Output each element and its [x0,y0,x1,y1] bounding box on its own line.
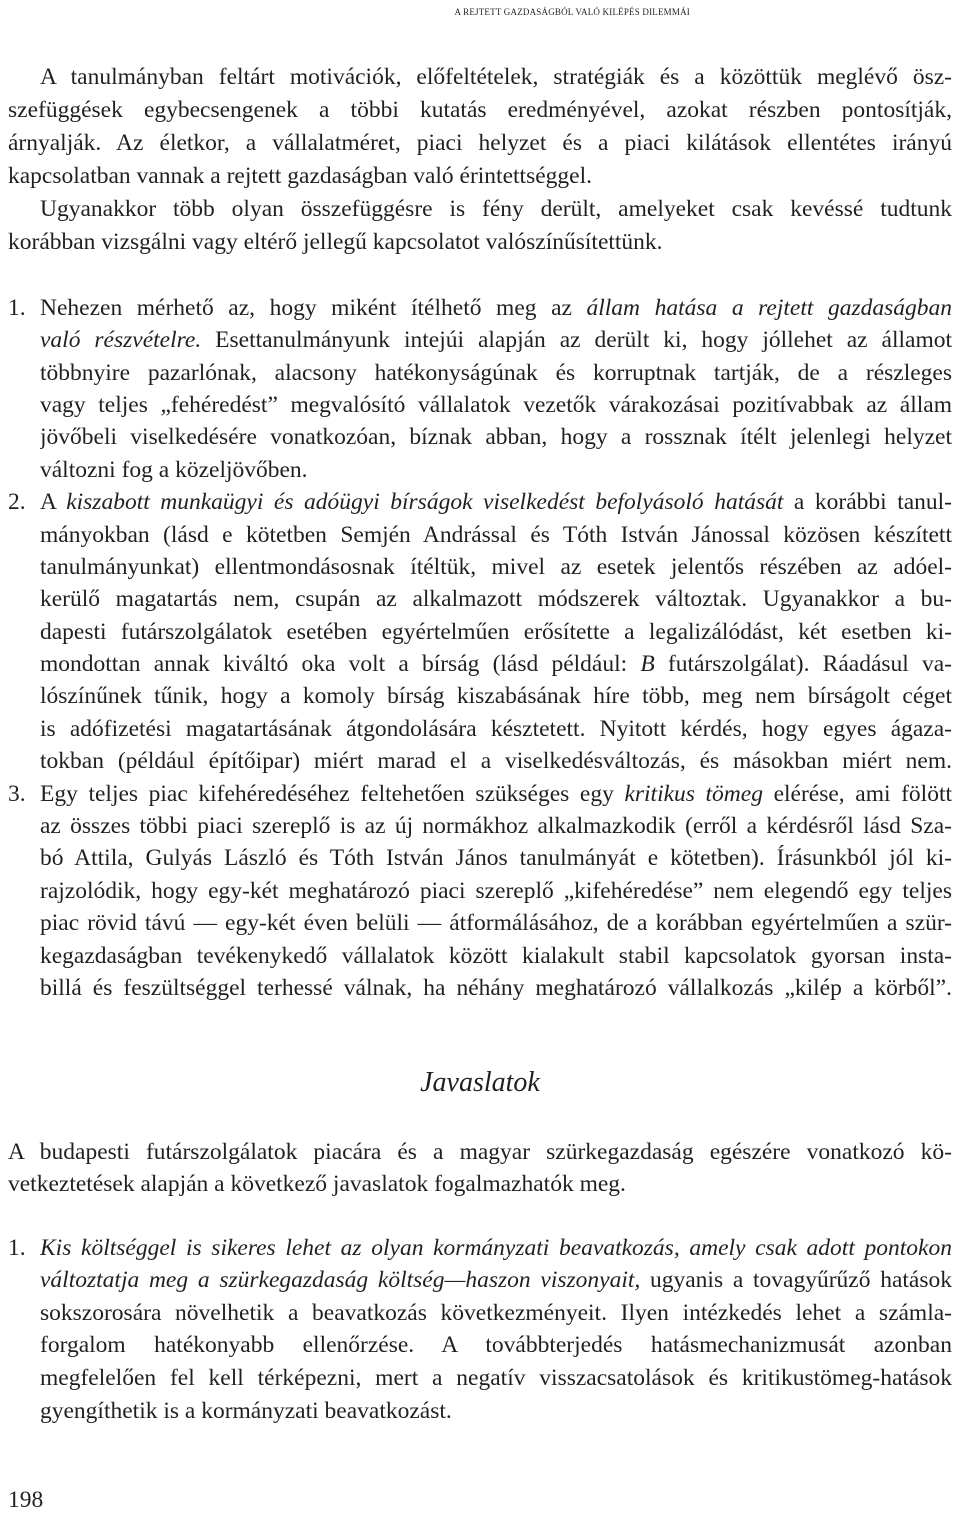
text-run: kegazdaságban tevékenykedő vállalatok között kialakult stabil kapcsolatok gyorsan insta- [40,942,952,969]
text-line [40,583,952,615]
text-run: ugyanis a tovagyűrűző hatások [640,1267,952,1294]
text-run: mondottan annak kiváltó oka volt a bírság (lásd például: [40,651,641,678]
emphasized-text: kritikus tömeg [624,780,763,807]
text-run: a korábbi tanul- [783,489,952,516]
text-line [40,486,952,518]
emphasized-text: Kis költséggel is sikeres lehet az olyan kormányzati beavatkozás, amely csak adott pontokon [40,1234,952,1261]
text-line [40,292,952,324]
text-run: Nehezen mérhető az, hogy miként ítélhető meg az [40,294,587,321]
summary-section [8,61,952,259]
text-line [40,940,952,972]
text-run: szefüggések egybecsengenek a többi kutatás eredményével, azokat részben pontosítják, [8,96,952,123]
text-run: elérése, ami fölött [762,780,952,807]
text-line [40,1362,952,1395]
text-run: futárszolgálat). Ráadásul va- [654,651,952,678]
text-line [40,357,952,389]
text-run: bó Attila, Gulyás László és Tóth István János tanulmányát e kötetben). Írásunkból jól ki- [40,845,952,872]
text-run: dapesti futárszolgálatok esetében egyértelműen erősítette a legalizálódást, két esetben ki- [40,618,952,645]
text-line [8,193,952,226]
text-run: vagy teljes „fehéredést” megvalósító vállalatok vezetők várakozásai pozitívabbak az állam [40,391,952,418]
text-run: jövőbeli viselkedésére vonatkozóan, bíznak abban, hogy a rossznak ítélt jelenlegi helyzet [40,424,952,451]
findings-list [8,292,952,1005]
emphasized-text: kiszabott munkaügyi és adóügyi bírságok viselkedést befolyásoló hatását [66,489,784,516]
text-run: rajzolódik, hogy egy-két meghatározó piaci szereplő „kifehéredése” nem elegendő egy teljes [40,877,952,904]
recommendation-item [8,1232,952,1428]
text-line [40,745,952,777]
text-line [40,616,952,648]
text-line [40,875,952,907]
section-heading: Javaslatok [420,1067,540,1098]
finding-item [8,778,952,1005]
text-line [40,1264,952,1297]
emphasized-text: B [640,651,655,678]
text-line [40,907,952,939]
text-run: A tanulmányban feltárt motivációk, előfeltételek, stratégiák és a közöttük meglévő ösz- [40,63,952,90]
text-run: lószínűnek tűnik, hogy a komoly bírság kiszabásának híre több, meg nem bírságolt céget [40,683,952,710]
text-line [40,778,952,810]
text-line [40,421,952,453]
text-line [8,1136,952,1169]
text-run: gyengíthetik is a kormányzati beavatkozást. [40,1397,452,1424]
item-number: 1. [8,1234,26,1261]
paragraph [8,61,952,193]
text-run: billá és feszültséggel terhessé válnak, ha néhány meghatározó vállalkozás „kilép a körből”. [40,975,952,1001]
text-run: korábban vizsgálni vagy eltérő jellegű kapcsolatot valószínűsítettünk. [8,228,663,255]
text-run: változni fog a közeljövőben. [40,456,308,483]
text-run: A [40,489,67,516]
text-line [40,648,952,680]
text-line [40,972,952,1004]
text-line [40,1232,952,1265]
text-line [8,94,952,127]
text-line [40,680,952,712]
text-run: többnyire pazarlónak, alacsony hatékonyságúnak és korruptnak tartják, de a részleges [40,359,952,386]
text-run: tanulmányunkat) ellentmondásosnak ítéltük, mivel az esetek jelentős részében az adóel- [40,553,952,580]
text-run: A budapesti futárszolgálatok piacára és a magyar szürkegazdaság egészére vonatkozó kö- [8,1138,952,1165]
text-line [40,810,952,842]
text-line [8,127,952,160]
text-run: Esettanulmányunk intejúi alapján az derült ki, hogy jóllehet az államot [201,327,952,354]
text-line [8,160,952,193]
paragraph [8,193,952,259]
text-run: az összes többi piaci szereplő is az új normákhoz alkalmazkodik (erről a kérdésről lásd Sza- [40,813,952,840]
text-line [40,842,952,874]
text-line [40,1395,952,1428]
text-run: Egy teljes piac kifehéredéséhez feltehetően szükséges egy [40,780,625,807]
item-number: 3. [8,780,26,807]
text-run: tokban (például építőipar) miért marad el a viselkedésváltozás, és másokban miért nem. [40,748,952,775]
text-line [40,1297,952,1330]
recommendations-intro [8,1136,952,1201]
text-run: is adófizetési magatartásának átgondolására késztetett. Nyitott kérdés, hogy egyes ágaza- [40,715,952,742]
text-run: sokszorosára növelhetik a beavatkozás következményeit. Ilyen intézkedés lehet a számla- [40,1299,952,1326]
item-number: 1. [8,294,26,321]
text-run: mányokban (lásd e kötetben Semjén Andrással és Tóth István Jánossal közösen készített [40,521,952,548]
text-line [40,389,952,421]
text-run: forgalom hatékonyabb ellenőrzése. A továbbterjedés hatásmechanizmusát azonban [40,1332,952,1359]
text-run: kerülő magatartás nem, csupán az alkalmazott módszerek változtak. Ugyanakkor a bu- [40,586,952,613]
text-run: megfelelően fel kell térképezni, mert a negatív visszacsatolások és kritikustömeg-hatások [40,1365,952,1392]
text-line [40,713,952,745]
text-run: vetkeztetések alapján a következő javaslatok fogalmazhatók meg. [8,1171,626,1198]
text-line [40,454,952,486]
emphasized-text: változtatja meg a szürkegazdaság költség—haszon viszonyait, [40,1267,641,1294]
emphasized-text: való részvételre. [40,327,202,354]
text-line [40,1329,952,1362]
recommendations-list [8,1232,952,1428]
text-line [40,519,952,551]
page-number: 198 [8,1487,44,1513]
text-line [8,61,952,94]
running-head: A REJTETT GAZDASÁGBÓL VALÓ KILÉPÉS DILEMMÁI [454,7,690,17]
finding-item [8,292,952,486]
text-line [8,226,952,259]
finding-item [8,486,952,778]
text-run: piac rövid távú — egy-két éven belüli — átformálásához, de a korábban egyértelműen a szür- [40,910,952,937]
emphasized-text: állam hatása a rejtett gazdaságban [586,294,952,321]
text-run: kapcsolatban vannak a rejtett gazdaságban való érintettséggel. [8,162,592,189]
text-line [40,551,952,583]
text-run: árnyalják. Az életkor, a vállalatméret, piaci helyzet és a piaci kilátások ellentétes irányú [8,129,952,156]
item-number: 2. [8,489,26,516]
text-line [8,1168,952,1201]
text-run: Ugyanakkor több olyan összefüggésre is fény derült, amelyeket csak kevéssé tudtunk [40,195,952,222]
text-line [40,324,952,356]
